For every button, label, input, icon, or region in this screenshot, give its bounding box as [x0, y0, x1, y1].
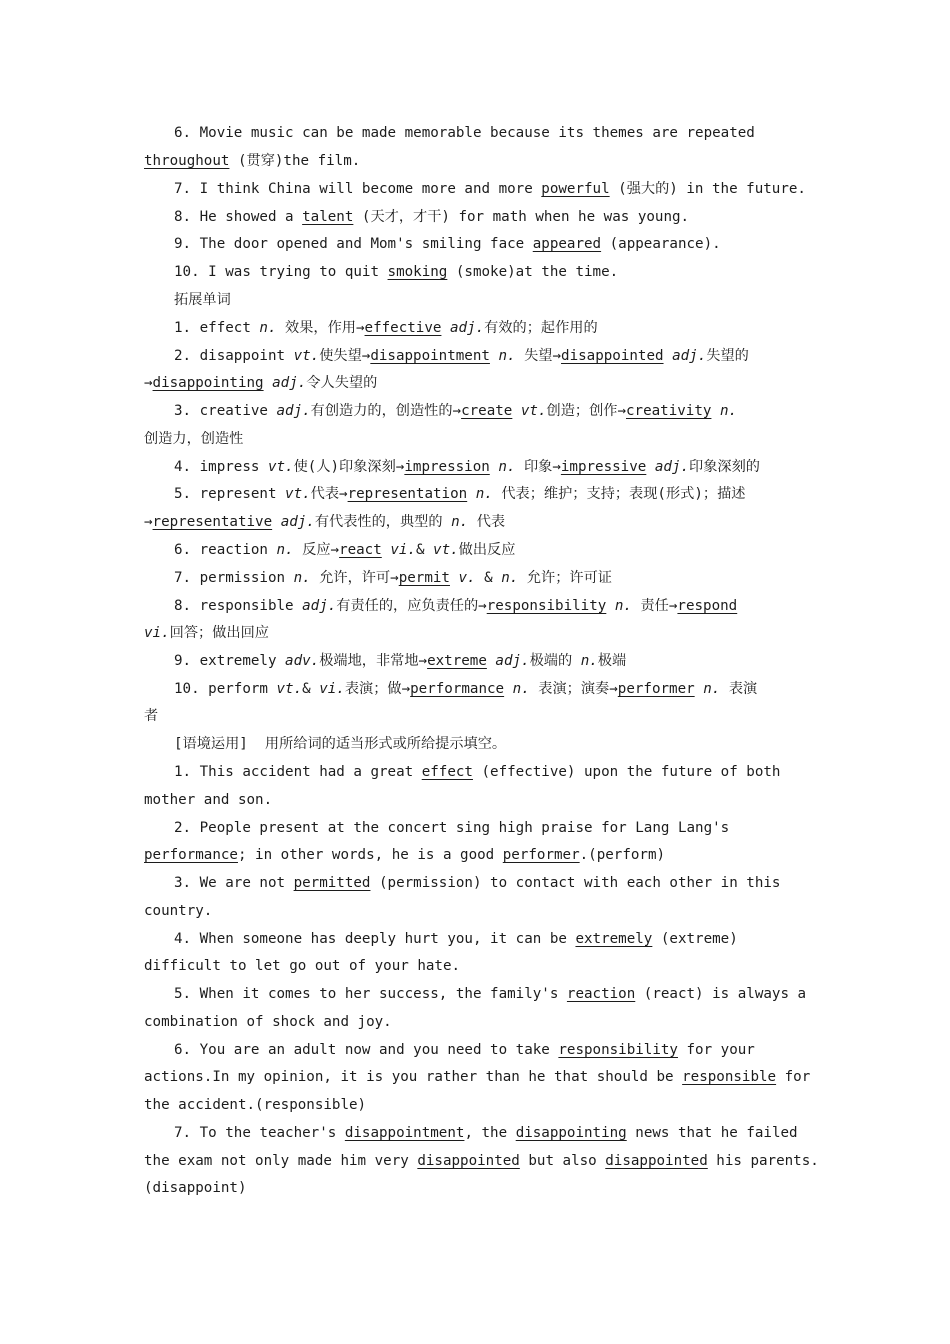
- text-segment: 允许，许可→: [310, 570, 399, 586]
- text-segment: 10. I was trying to quit: [174, 264, 388, 280]
- text-segment: 7. To the teacher's: [174, 1125, 345, 1141]
- text-segment: 极端的: [529, 653, 581, 669]
- text-line: [144, 1178, 824, 1198]
- part-of-speech: vt.: [267, 459, 294, 475]
- text-segment: 有代表性的，典型的: [314, 514, 452, 530]
- answer-word: performance: [410, 681, 505, 697]
- part-of-speech: n.: [703, 681, 721, 697]
- text-segment: &: [302, 681, 320, 697]
- text-segment: 做出反应: [458, 542, 516, 558]
- answer-word: effect: [421, 764, 473, 780]
- text-segment: 5. When it comes to her success, the family's: [174, 986, 567, 1002]
- text-segment: 允许；许可证: [518, 570, 612, 586]
- text-segment: 使失望→: [319, 348, 371, 364]
- part-of-speech: n.: [719, 403, 738, 419]
- text-segment: mother and son.: [144, 792, 273, 808]
- text-segment: 6. reaction: [174, 542, 277, 558]
- text-segment: [512, 403, 521, 419]
- part-of-speech: n.: [614, 598, 632, 614]
- text-segment: 印象深刻的: [689, 459, 760, 475]
- text-segment: difficult to let go out of your hate.: [144, 958, 461, 974]
- text-segment: [272, 514, 281, 530]
- text-segment: 极端地，非常地→: [319, 653, 428, 669]
- text-segment: [450, 570, 459, 586]
- text-segment: 9. The door opened and Mom's smiling face: [174, 236, 533, 252]
- text-segment: 失望的: [706, 348, 749, 364]
- text-segment: [264, 375, 273, 391]
- answer-word: permitted: [293, 875, 371, 891]
- text-line: [144, 512, 824, 532]
- text-segment: 极端: [597, 653, 627, 669]
- text-segment: (permission) to contact with each other in this: [370, 875, 781, 891]
- answer-word: performer: [617, 681, 695, 697]
- part-of-speech: adv.: [285, 653, 320, 669]
- part-of-speech: vi.: [390, 542, 416, 558]
- text-segment: (effective) upon the future of both: [472, 764, 781, 780]
- part-of-speech: vt.: [520, 403, 547, 419]
- text-segment: (smoke)at the time.: [447, 264, 619, 280]
- text-line: [174, 1040, 824, 1060]
- text-segment: 5. represent: [174, 486, 286, 502]
- text-segment: 使(人)印象深刻→: [293, 459, 405, 475]
- text-line: [174, 762, 824, 782]
- text-line: [174, 818, 824, 838]
- text-line: [144, 623, 824, 643]
- text-segment: 表演；演奏→: [529, 681, 618, 697]
- part-of-speech: vi.: [144, 625, 170, 641]
- part-of-speech: n.: [512, 681, 530, 697]
- text-line: [144, 901, 824, 921]
- answer-word: respond: [677, 598, 738, 614]
- text-segment: 1. This accident had a great: [174, 764, 422, 780]
- text-line: [144, 1151, 824, 1171]
- answer-word: representation: [347, 486, 468, 502]
- text-line: [174, 929, 824, 949]
- text-segment: 10. perform: [174, 681, 277, 697]
- text-line: [174, 568, 824, 588]
- answer-word: throughout: [144, 153, 230, 169]
- text-segment: (强大的) in the future.: [609, 181, 806, 197]
- text-segment: for your: [677, 1042, 755, 1058]
- part-of-speech: adj.: [272, 375, 307, 391]
- answer-word: smoking: [387, 264, 448, 280]
- text-line: [174, 179, 824, 199]
- part-of-speech: n.: [451, 514, 469, 530]
- text-segment: 有责任的，应负责任的→: [336, 598, 487, 614]
- text-segment: , the: [464, 1125, 516, 1141]
- text-segment: but also: [519, 1153, 606, 1169]
- text-segment: 8. He showed a: [174, 209, 303, 225]
- text-segment: 代表→: [310, 486, 348, 502]
- text-segment: 创造力，创造性: [144, 431, 244, 447]
- part-of-speech: n.: [501, 570, 519, 586]
- part-of-speech: n.: [259, 320, 277, 336]
- text-line: [174, 596, 824, 616]
- text-line: [174, 207, 824, 227]
- text-segment: combination of shock and joy.: [144, 1014, 392, 1030]
- text-segment: [695, 681, 704, 697]
- part-of-speech: n.: [293, 570, 311, 586]
- text-segment: 失望→: [515, 348, 562, 364]
- text-segment: 表演: [720, 681, 758, 697]
- part-of-speech: n.: [580, 653, 598, 669]
- text-segment: &: [475, 570, 502, 586]
- text-segment: 4. impress: [174, 459, 268, 475]
- part-of-speech: adj.: [449, 320, 485, 336]
- text-line: [174, 346, 824, 366]
- text-segment: 8. responsible: [174, 598, 303, 614]
- text-line: [144, 373, 824, 393]
- text-segment: 责任→: [631, 598, 678, 614]
- text-segment: →: [144, 375, 153, 391]
- text-line: [174, 318, 824, 338]
- text-segment: 3. We are not: [174, 875, 294, 891]
- text-segment: (贯穿)the film.: [229, 153, 361, 169]
- answer-word: disappointed: [417, 1153, 520, 1169]
- text-segment: (react) is always a: [635, 986, 807, 1002]
- part-of-speech: vt.: [276, 681, 303, 697]
- part-of-speech: adj.: [672, 348, 707, 364]
- text-segment: 7. I think China will become more and more: [174, 181, 542, 197]
- text-segment: for: [776, 1069, 811, 1085]
- text-segment: (disappoint): [144, 1180, 247, 1196]
- text-segment: 4. When someone has deeply hurt you, it can be: [174, 931, 576, 947]
- text-segment: news that he failed: [626, 1125, 798, 1141]
- text-line: [144, 790, 824, 810]
- part-of-speech: n.: [475, 486, 493, 502]
- text-segment: [语境运用] 用所给词的适当形式或所给提示填空。: [174, 736, 507, 752]
- text-segment: 拓展单词: [174, 292, 231, 308]
- text-segment: (天才，才干) for math when he was young.: [353, 209, 690, 225]
- text-segment: 2. People present at the concert sing high praise for Lang Lang's: [174, 820, 730, 836]
- answer-word: impressive: [560, 459, 647, 475]
- answer-word: extreme: [427, 653, 487, 669]
- text-segment: 印象→: [515, 459, 561, 475]
- text-line: [174, 457, 824, 477]
- text-segment: the accident.(responsible): [144, 1097, 367, 1113]
- text-segment: [504, 681, 513, 697]
- text-line: [144, 1012, 824, 1032]
- answer-word: responsible: [682, 1069, 777, 1085]
- answer-word: performer: [502, 847, 580, 863]
- answer-word: disappointment: [370, 348, 490, 364]
- text-segment: .(perform): [579, 847, 666, 863]
- text-segment: [606, 598, 615, 614]
- text-line: [144, 429, 824, 449]
- text-segment: 有效的；起作用的: [484, 320, 598, 336]
- text-line: [174, 540, 824, 560]
- text-segment: 令人失望的: [306, 375, 378, 391]
- text-segment: ; in other words, he is a good: [237, 847, 503, 863]
- text-segment: [646, 459, 655, 475]
- part-of-speech: vi.: [319, 681, 345, 697]
- part-of-speech: adj.: [495, 653, 530, 669]
- part-of-speech: n.: [498, 459, 516, 475]
- text-segment: actions.In my opinion, it is you rather than he that should be: [144, 1069, 683, 1085]
- part-of-speech: adj.: [276, 403, 311, 419]
- part-of-speech: vt.: [285, 486, 311, 502]
- text-segment: [664, 348, 673, 364]
- answer-word: powerful: [541, 181, 610, 197]
- answer-word: disappointed: [605, 1153, 708, 1169]
- text-segment: [441, 320, 450, 336]
- text-segment: 者: [144, 708, 159, 724]
- text-segment: his parents.: [707, 1153, 819, 1169]
- answer-word: effective: [364, 320, 442, 336]
- text-line: [174, 984, 824, 1004]
- answer-word: representative: [152, 514, 273, 530]
- text-segment: 9. extremely: [174, 653, 286, 669]
- text-segment: 有创造力的，创造性的→: [310, 403, 462, 419]
- text-segment: 创造；创作→: [546, 403, 626, 419]
- part-of-speech: adj.: [654, 459, 690, 475]
- text-segment: 6. Movie music can be made memorable because its themes are repeated: [174, 125, 755, 141]
- answer-word: talent: [302, 209, 354, 225]
- part-of-speech: adj.: [280, 514, 315, 530]
- text-segment: (appearance).: [601, 236, 721, 252]
- answer-word: extremely: [575, 931, 653, 947]
- text-segment: the exam not only made him very: [144, 1153, 418, 1169]
- text-line: [174, 290, 824, 310]
- text-line: [174, 123, 824, 143]
- part-of-speech: n.: [498, 348, 516, 364]
- part-of-speech: vt.: [433, 542, 459, 558]
- text-segment: 7. permission: [174, 570, 294, 586]
- text-segment: 代表；维护；支持；表现(形式)；描述: [492, 486, 746, 502]
- part-of-speech: n.: [276, 542, 294, 558]
- text-line: [144, 956, 824, 976]
- text-segment: →: [144, 514, 153, 530]
- answer-word: creativity: [626, 403, 712, 419]
- answer-word: responsibility: [486, 598, 607, 614]
- answer-word: performance: [144, 847, 238, 863]
- text-segment: 效果，作用→: [276, 320, 365, 336]
- text-line: [174, 262, 824, 282]
- part-of-speech: v.: [458, 570, 476, 586]
- text-segment: 回答；做出回应: [169, 625, 269, 641]
- answer-word: appeared: [532, 236, 602, 252]
- text-line: [174, 651, 824, 671]
- text-line: [174, 734, 824, 754]
- answer-word: create: [461, 403, 513, 419]
- text-line: [174, 679, 824, 699]
- text-line: [144, 706, 824, 726]
- text-segment: 2. disappoint: [174, 348, 294, 364]
- text-line: [174, 1123, 824, 1143]
- text-segment: (extreme): [652, 931, 738, 947]
- text-line: [174, 484, 824, 504]
- text-line: [144, 845, 824, 865]
- text-segment: &: [415, 542, 434, 558]
- answer-word: permit: [398, 570, 450, 586]
- answer-word: disappointed: [561, 348, 664, 364]
- answer-word: react: [339, 542, 382, 558]
- text-segment: [711, 403, 720, 419]
- text-segment: [467, 486, 476, 502]
- text-line: [174, 401, 824, 421]
- answer-word: responsibility: [558, 1042, 678, 1058]
- text-line: [174, 873, 824, 893]
- text-segment: country.: [144, 903, 213, 919]
- answer-word: disappointing: [152, 375, 264, 391]
- answer-word: reaction: [566, 986, 636, 1002]
- text-segment: 1. effect: [174, 320, 260, 336]
- part-of-speech: adj.: [302, 598, 337, 614]
- text-segment: 3. creative: [174, 403, 277, 419]
- answer-word: disappointment: [344, 1125, 465, 1141]
- text-segment: 反应→: [293, 542, 340, 558]
- text-line: [144, 151, 824, 171]
- text-segment: 代表: [468, 514, 506, 530]
- answer-word: impression: [404, 459, 490, 475]
- part-of-speech: vt.: [293, 348, 320, 364]
- text-segment: 表演；做→: [344, 681, 411, 697]
- text-line: [144, 1067, 824, 1087]
- text-segment: 6. You are an adult now and you need to take: [174, 1042, 559, 1058]
- text-line: [174, 234, 824, 254]
- answer-word: disappointing: [515, 1125, 627, 1141]
- text-line: [144, 1095, 824, 1115]
